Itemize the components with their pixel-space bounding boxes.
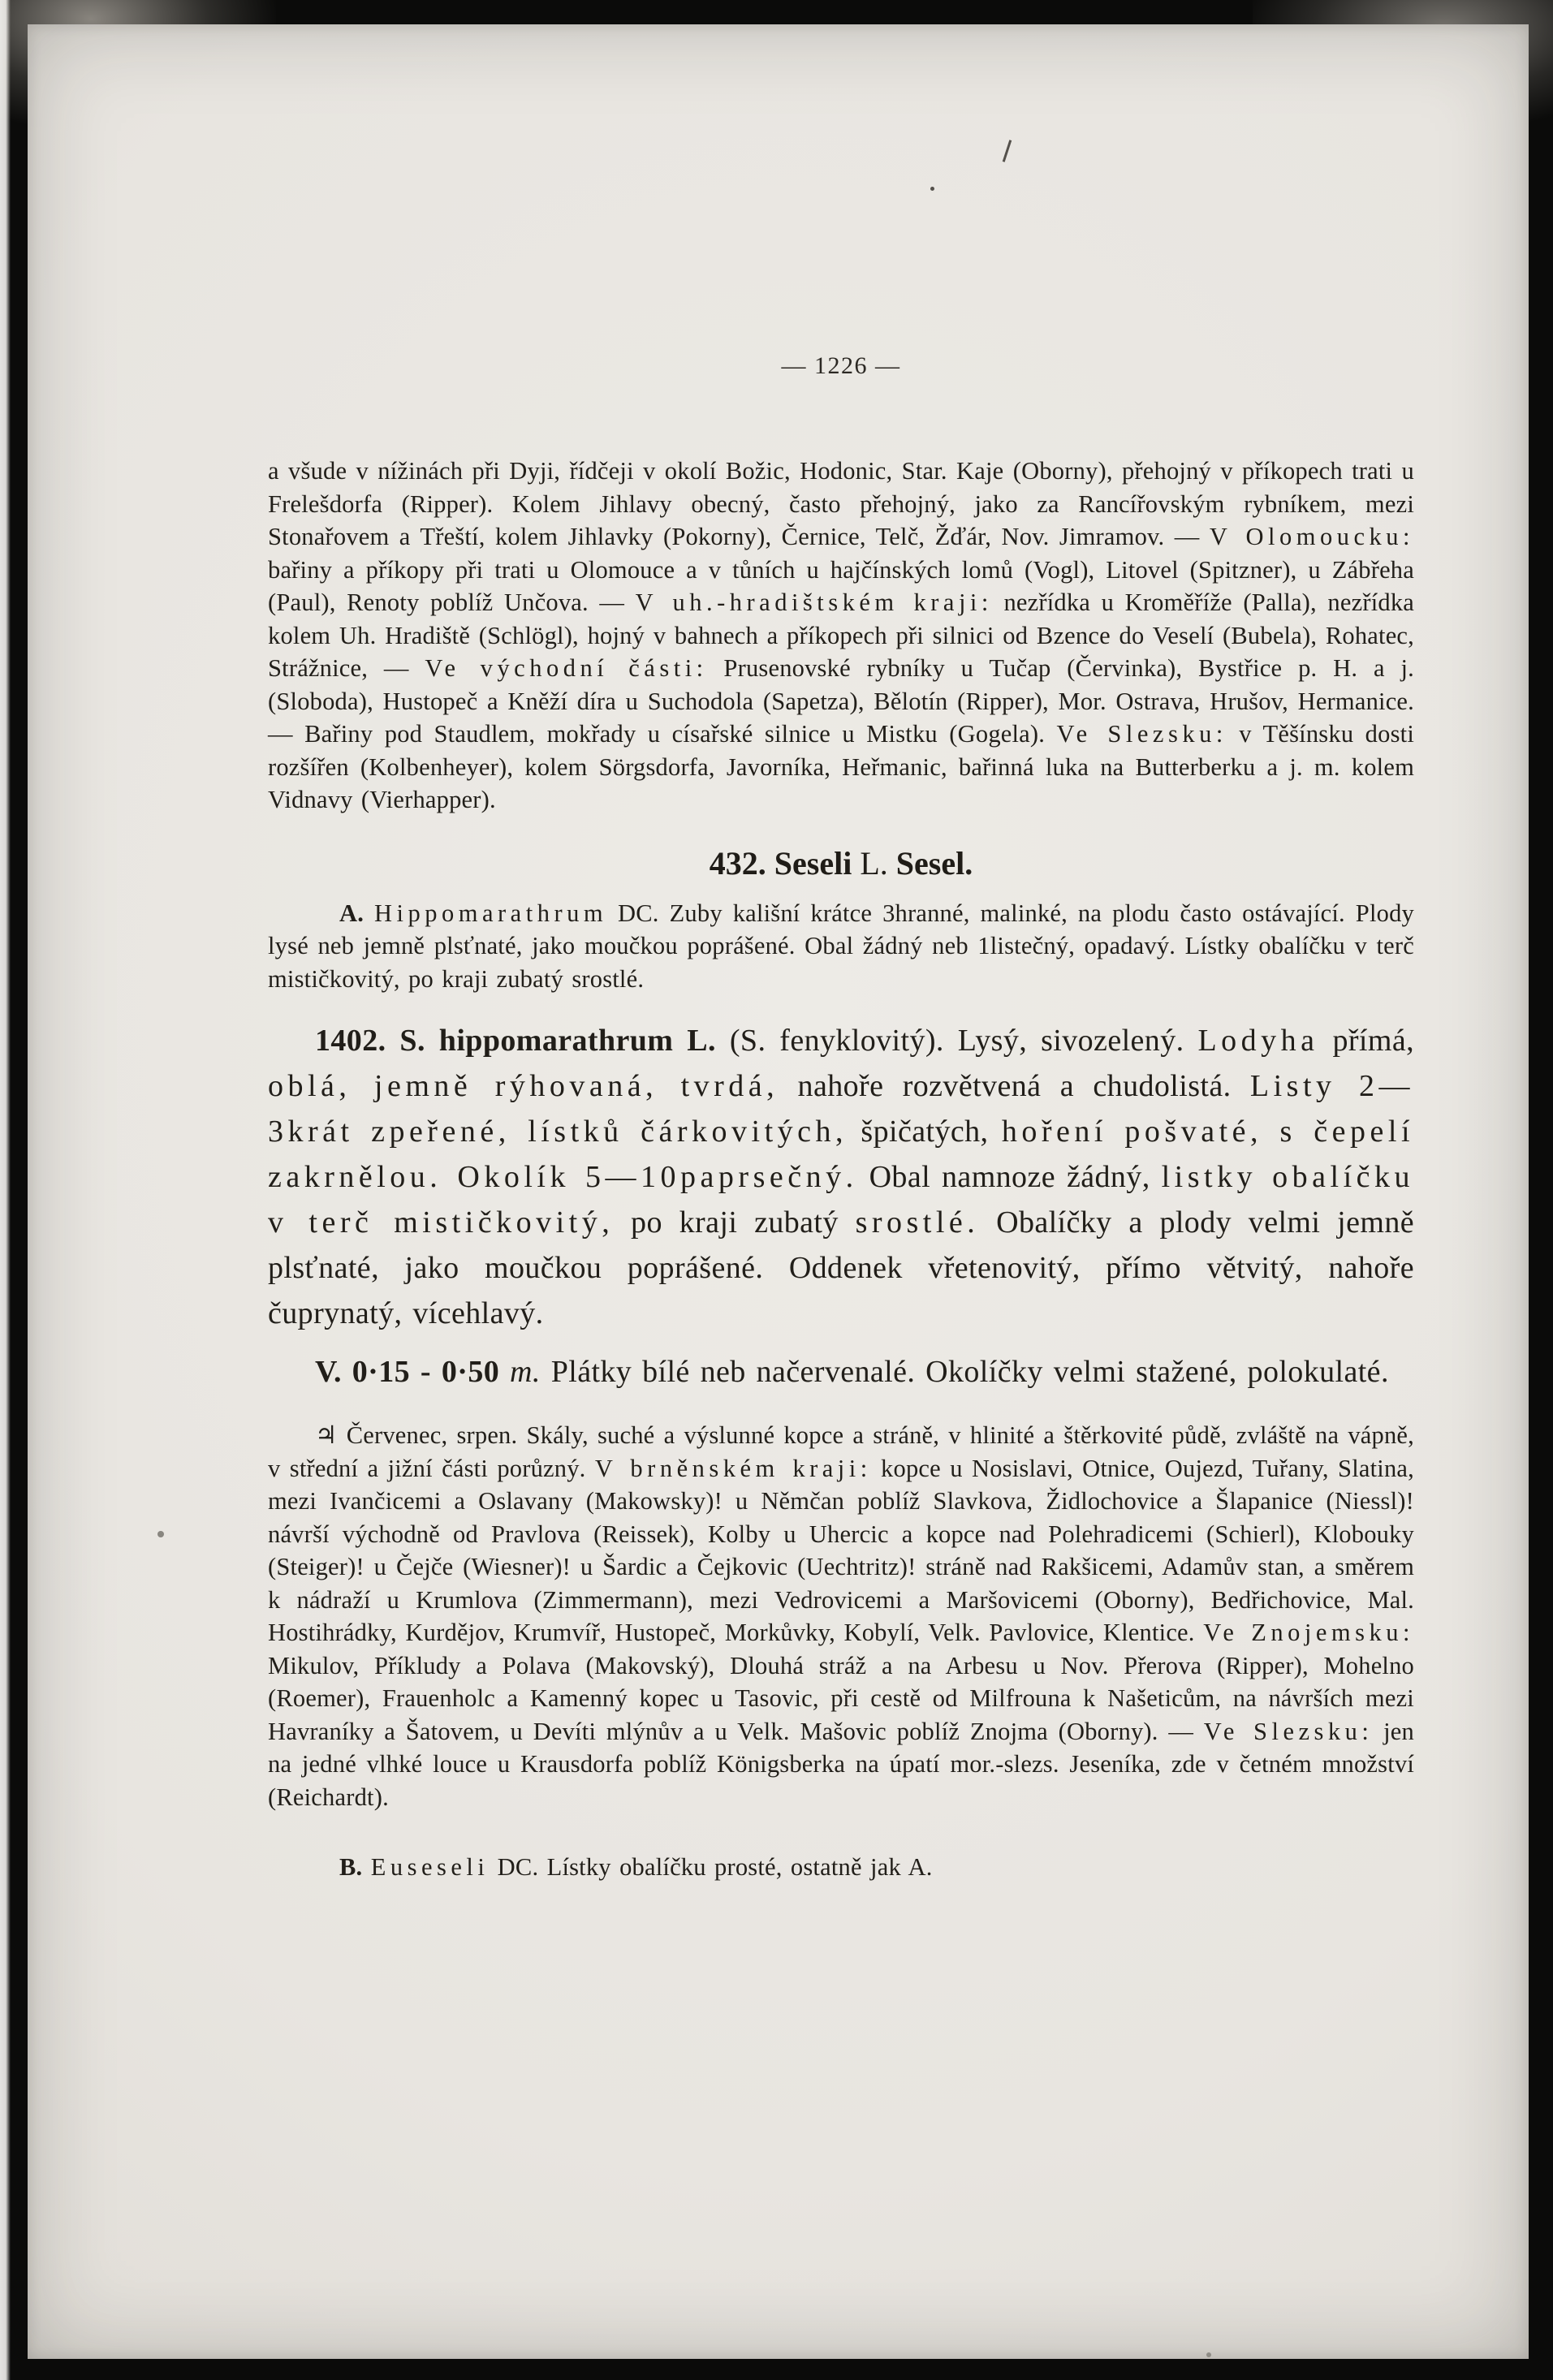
region-label: Ve východní části:: [425, 654, 708, 682]
paragraph-habitat-and-distribution: [268, 1419, 1414, 1813]
emphasis-run: srostlé.: [855, 1205, 980, 1240]
genus-heading: [268, 844, 1414, 882]
paragraph-section-b: [268, 1851, 1414, 1884]
text-run: ♃ Červenec, srpen. Skály, suché a výslunné kopce a stráně, v hlinité a štěrkovité půdě, zvláště na vápně, v střední a jižní části porůzný.: [268, 1421, 1414, 1482]
text-run: špičatých,: [848, 1115, 1002, 1149]
section-letter: B.: [339, 1853, 371, 1881]
text-run: bařiny a příkopy při trati u Olomouce a v tůních u hajčínských lomů (Vogl), Litovel (Spitzner), u Zábřeha (Paul), Renoty poblíž Unčova. —: [268, 555, 1414, 616]
emphasis-run: Listy 2—3krát zpeřené, lístků čárkovitých,: [268, 1069, 1414, 1149]
text-run: kopce u Nosislavi, Otnice, Oujezd, Tuřany, Slatina, mezi Ivančicemi a Oslavany (Makowsky)! u Němčan poblíž Slavkova, Židlochovice a Šlapanice (Niessl)! návrší východně od Pravlova (Reissek), Kolby u Uhercic a kopce nad Polehradicemi (Schierl), Klobouky (Steiger)! u Čejče (Wiesner)! u Šardic a Čejkovic (Uechtritz)! stráně nad Rakšicemi, Adamův stan, a směrem k nádraží u Krumlova (Zimmermann), mezi Vedrovicemi a Maršovicemi (Oborny), Bedřichovice, Mal. Hostihrádky, Kurdějov, Krumvíř, Hustopeč, Morkůvky, Kobylí, Velk. Pavlovice, Klentice.: [268, 1454, 1414, 1646]
region-label: V Olomoucku:: [1209, 523, 1414, 550]
text-block: [268, 24, 1414, 1884]
text-run: po kraji zubatý: [614, 1205, 856, 1240]
text-run: Lístky obalíčku prosté, ostatně jak A.: [546, 1853, 933, 1881]
paragraph-species-description: [268, 1018, 1414, 1336]
emphasis-run: listky obalíčku v terč mističkovitý,: [268, 1160, 1415, 1240]
text-run: v Těšínsku dosti rozšířen (Kolbenheyer), kolem Sörgsdorfa, Javorníka, Heřmanic, bařinná luka na Butterberku a j. m. kolem Vidnavy (Vierhapper).: [268, 720, 1414, 813]
text-run: (S. fenyklovitý). Lysý, sivozelený.: [715, 1024, 1198, 1058]
text-run: Plátky bílé neb načervenalé. Okolíčky velmi stažené, polokulaté.: [540, 1355, 1389, 1389]
text-run: Obalíčky a plody velmi jemně plsťnaté, jako moučkou poprášené. Oddenek vřetenovitý, přímo větvitý, nahoře čuprynatý, vícehlavý.: [268, 1205, 1414, 1330]
emphasis-run: oblá, jemně rýhovaná, tvrdá,: [268, 1069, 779, 1103]
czech-genus-name: Sesel.: [895, 844, 973, 882]
region-label: V uh.-hradištském kraji:: [635, 589, 993, 616]
text-run: a všude v nížinách při Dyji, řídčeji v okolí Božic, Hodonic, Star. Kaje (Oborny), přehojný v příkopech trati u Frelešdorfa (Ripper). Kolem Jihlavy obecný, často přehojný, jako za Rancířovským rybníkem, mezi Stonařovem a Třeští, kolem Jihlavky (Pokorny), Černice, Telč, Žďár, Nov. Jimramov. —: [268, 457, 1414, 550]
text-run: Prusenovské rybníky u Tučap (Červinka), Bystřice p. H. a j. (Sloboda), Hustopeč a Kněží díra u Suchodola (Sapetza), Bělotín (Ripper), Mor. Ostrava, Hrušov, Hermanice. — Bařiny pod Staudlem, mokřady u císařské silnice u Mistku (Gogela).: [268, 654, 1415, 748]
scan-artifact: [1206, 2352, 1211, 2357]
emphasis-run: hoření pošvaté, s čepelí zakrnělou. Okolík 5—10paprsečný.: [268, 1115, 1414, 1194]
section-name: Euseseli: [370, 1853, 490, 1881]
paragraph-section-a: [268, 897, 1414, 996]
text-run: Obal namnoze žádný,: [857, 1160, 1162, 1194]
text-run: nahoře rozvětvená a chudolistá.: [779, 1069, 1250, 1103]
region-label: V brněnském kraji:: [594, 1454, 872, 1482]
book-page: [28, 24, 1529, 2359]
scan-artifact: [157, 1531, 164, 1537]
author-abbreviation: DC.: [607, 899, 670, 927]
species-number-and-name: 1402. S. hippomarathrum L.: [315, 1024, 716, 1058]
region-label: Ve Znojemsku:: [1203, 1619, 1414, 1646]
text-run: Mikulov, Příkludy a Polava (Makovský), Dlouhá stráž a na Arbesu u Nov. Přerova (Ripper), Mohelno (Roemer), Frauenholc a Kamenný kopec u Tasovic, při cestě od Milfrouna k Našeticům, na návrších mezi Havraníky a Šatovem, u Devíti mlýnův a u Velk. Mašovic poblíž Znojma (Oborny). —: [268, 1651, 1414, 1745]
paragraph-height-and-flowers: [268, 1349, 1414, 1395]
emphasis-run: Lodyha: [1197, 1024, 1319, 1058]
region-label: Ve Slezsku:: [1203, 1717, 1374, 1745]
page-number: — 1226 —: [781, 352, 901, 379]
author-abbreviation: DC.: [489, 1853, 547, 1881]
text-run: nezřídka u Kroměříže (Palla), nezřídka kolem Uh. Hradiště (Schlögl), hojný v bahnech a příkopech při silnici od Bzence do Veselí (Bubela), Rohatec, Strážnice, —: [268, 589, 1415, 682]
page-edge-highlight: [0, 0, 11, 2380]
genus-name: Seseli: [774, 844, 852, 882]
author-abbreviation: L.: [852, 844, 896, 882]
height-value: V. 0·15 - 0·50: [315, 1355, 511, 1389]
text-run: jen na jedné vlhké louce u Krausdorfa poblíž Königsberka na úpatí mor.-slezs. Jeseníka, zde v četném množství (Reichardt).: [268, 1717, 1414, 1811]
genus-number: 432.: [709, 844, 774, 882]
section-letter: A.: [339, 899, 375, 927]
text-run: přímá,: [1318, 1024, 1415, 1058]
unit-meters: m.: [510, 1355, 541, 1389]
text-run: Zuby kališní krátce 3hranné, malinké, na plodu často ostávající. Plody lysé neb jemně plsťnaté, jako moučkou poprášené. Obal žádný neb 1listečný, opadavý. Lístky obalíčku v terč mističkovitý, po kraji zubatý srostlé.: [268, 899, 1414, 993]
section-name: Hippomarathrum: [374, 899, 608, 927]
region-label: Ve Slezsku:: [1056, 720, 1227, 748]
paragraph-localities: [268, 455, 1414, 817]
